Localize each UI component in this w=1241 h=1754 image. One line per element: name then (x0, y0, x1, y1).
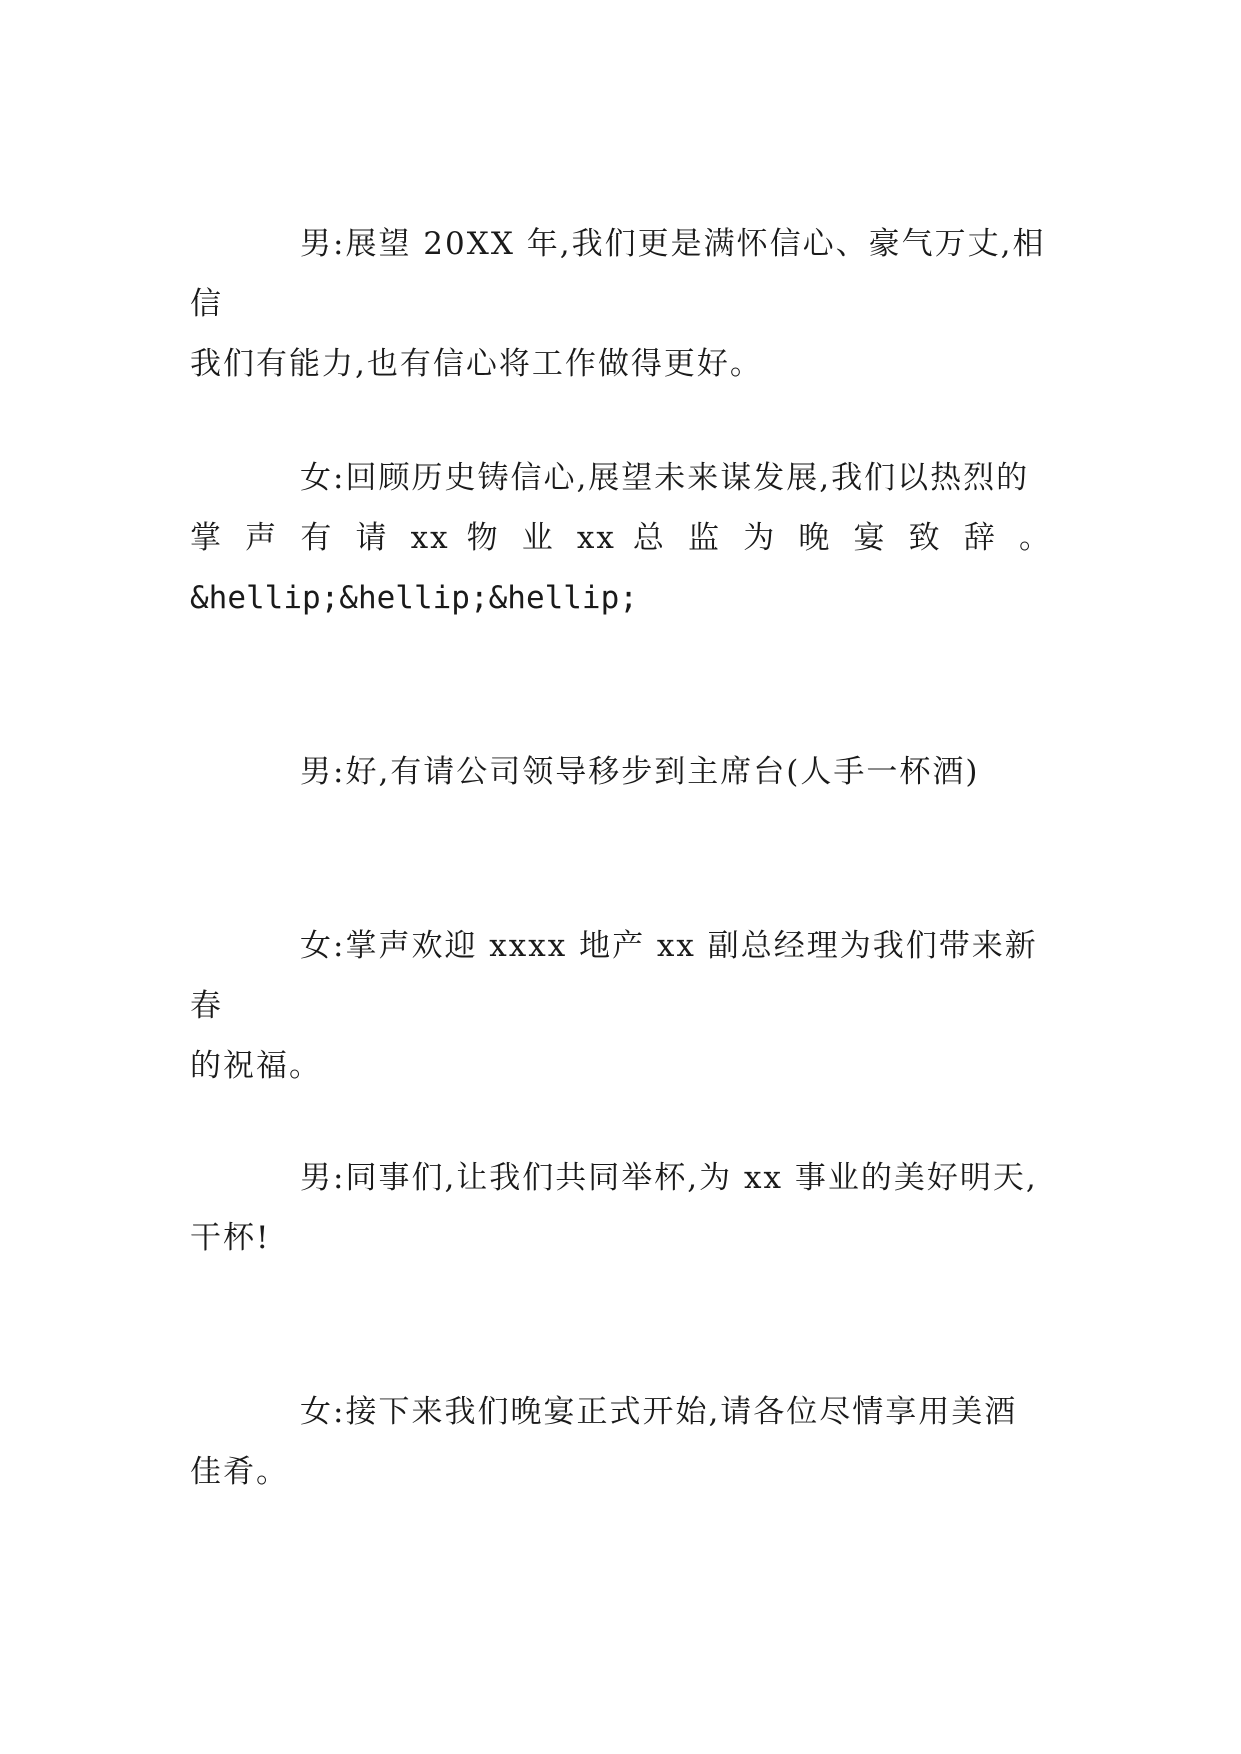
paragraph-1 (190, 214, 1052, 394)
paragraph-line: 女:掌声欢迎 xxxx 地产 xx 副总经理为我们带来新春 (190, 928, 1038, 1024)
paragraph-line: 的祝福。 (190, 1048, 322, 1084)
paragraph-line: 男:同事们,让我们共同举杯,为 xx 事业的美好明天, (300, 1160, 1038, 1196)
paragraph-line: 佳肴。 (190, 1454, 289, 1490)
paragraph-line: &hellip;&hellip;&hellip; (190, 580, 638, 616)
paragraph-5 (190, 1148, 1052, 1268)
paragraph-line-justified: 掌 声 有 请 xx 物 业 xx 总 监 为 晚 宴 致 辞 。 (190, 520, 1052, 556)
paragraph-line: 男:好,有请公司领导移步到主席台(人手一杯酒) (300, 754, 980, 790)
paragraph-line: 男:展望 20XX 年,我们更是满怀信心、豪气万丈,相信 (190, 226, 1046, 322)
paragraph-2 (190, 448, 1052, 628)
paragraph-line: 女:接下来我们晚宴正式开始,请各位尽情享用美酒 (300, 1394, 1018, 1430)
paragraph-line: 我们有能力,也有信心将工作做得更好。 (190, 346, 763, 382)
paragraph-4 (190, 916, 1052, 1096)
paragraph-line: 干杯! (190, 1220, 271, 1256)
paragraph-line: 女:回顾历史铸信心,展望未来谋发展,我们以热烈的 (300, 460, 1030, 496)
paragraph-3 (190, 742, 1052, 802)
paragraph-6 (190, 1382, 1052, 1502)
